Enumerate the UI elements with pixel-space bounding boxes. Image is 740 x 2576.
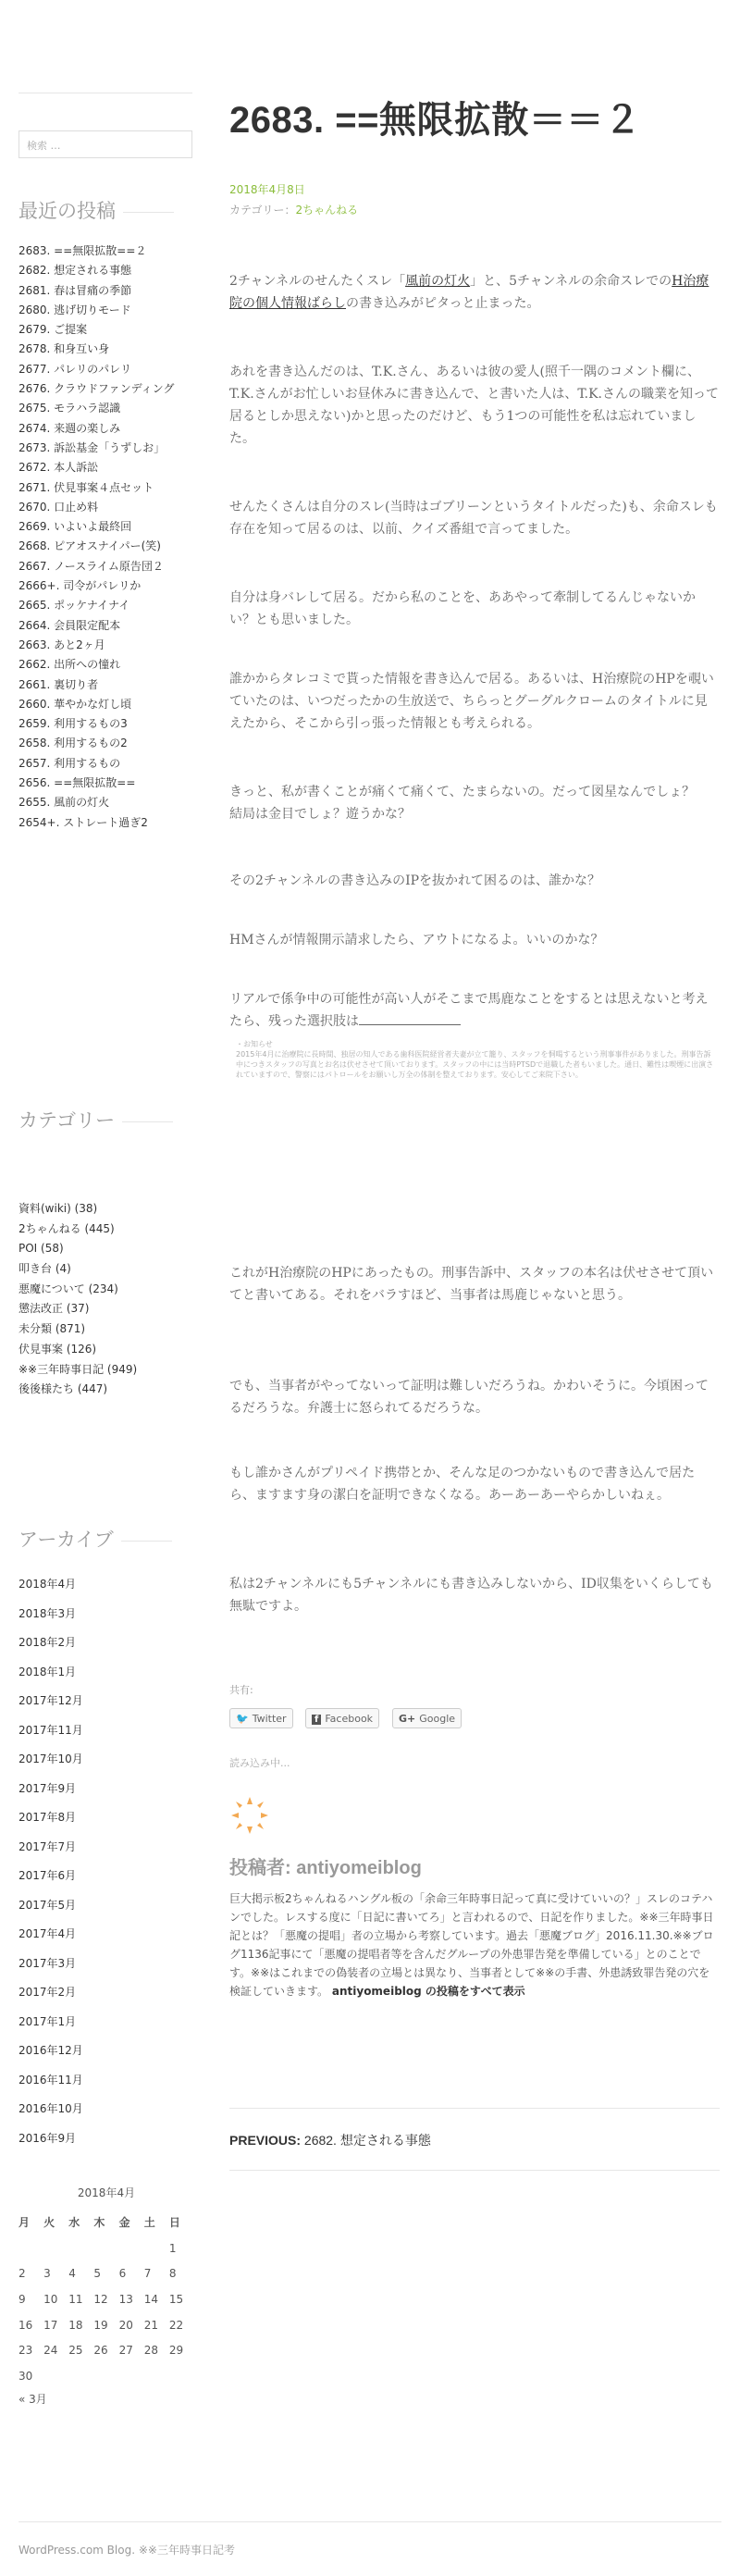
- archive-link[interactable]: 2016年12月: [18, 2044, 83, 2057]
- calendar-day: [18, 2235, 43, 2261]
- recent-post-link[interactable]: 2660. 華やかな灯し頃: [18, 697, 132, 711]
- post-paragraph: HMさんが情報開示請求したら、アウトになるよ。いいのかな？: [229, 933, 604, 947]
- archive-link[interactable]: 2017年11月: [18, 1723, 83, 1737]
- archive-link[interactable]: 2016年9月: [18, 2131, 77, 2145]
- category-link[interactable]: 2ちゃんねる (445): [18, 1221, 115, 1235]
- calendar-day: 15: [168, 2292, 184, 2306]
- likes-loading: 読み込み中...: [229, 1757, 290, 1769]
- post-paragraph: 私は2チャンネルにも5チャンネルにも書き込みしないから、ID収集をいくらしても無駄ですよ。: [229, 1577, 713, 1614]
- calendar-day: [119, 2235, 144, 2261]
- calendar-day: [144, 2235, 169, 2261]
- post-paragraph: 2チャンネルのせんたくスレ「風前の灯火」と、5チャンネルの余命スレでのH治療院の個人情報ばらしの書き込みがピタっと止まった。: [229, 274, 709, 311]
- author-avatar-icon: [229, 1795, 270, 1836]
- calendar-weekday: 日: [168, 2216, 180, 2230]
- recent-post-link[interactable]: 2662. 出所への憧れ: [18, 658, 121, 672]
- recent-post-link[interactable]: 2656. ==無限拡散==: [18, 776, 136, 790]
- archive-link[interactable]: 2016年10月: [18, 2102, 83, 2115]
- calendar-day: [93, 2363, 118, 2389]
- recent-posts-list: [18, 242, 174, 833]
- calendar-day: 19: [93, 2318, 108, 2332]
- recent-post-link[interactable]: 2654+. ストレート過ぎ2: [18, 815, 148, 829]
- archive-link[interactable]: 2017年10月: [18, 1752, 83, 1765]
- post-category: カテゴリー：2ちゃんねる: [229, 204, 359, 217]
- category-link[interactable]: 叩き台 (4): [18, 1262, 71, 1276]
- archive-link[interactable]: 2017年6月: [18, 1869, 77, 1882]
- archive-link[interactable]: 2018年1月: [18, 1665, 77, 1678]
- archive-link[interactable]: 2017年8月: [18, 1811, 77, 1824]
- recent-post-link[interactable]: 2657. 利用するもの: [18, 756, 121, 770]
- calendar-day: 10: [43, 2292, 58, 2306]
- facebook-icon: f: [312, 1715, 321, 1725]
- archives-list: [18, 1570, 83, 2153]
- footer-divider: [18, 2521, 722, 2522]
- archive-link[interactable]: 2017年5月: [18, 1898, 77, 1912]
- recent-post-link[interactable]: 2680. 逃げ切りモード: [18, 303, 131, 316]
- post-paragraph: あれを書き込んだのは、T.K.さん、あるいは彼の愛人(照千一隅のコメント欄に、T.K.さんがお忙しいお昼休みに書き込んで、と書いた人は、T.K.さんの職業を知って居るとしか思えない)かと思ったのだけど、もう1つの可能性を私は忘れていました。: [229, 365, 719, 446]
- recent-posts-title: 最近の投稿: [18, 196, 174, 224]
- calendar-prev-link[interactable]: « 3月: [18, 2392, 47, 2406]
- calendar-day: [144, 2363, 169, 2389]
- category-link[interactable]: 後後様たち (447): [18, 1382, 108, 1396]
- recent-post-link[interactable]: 2675. モラハラ認識: [18, 402, 121, 415]
- calendar-day: 7: [143, 2267, 152, 2281]
- previous-post-link[interactable]: PREVIOUS: 2682. 想定される事態: [229, 2133, 431, 2148]
- calendar-caption: 2018年4月: [77, 2186, 136, 2199]
- post-paragraph: せんたくさんは自分のスレ(当時はゴブリーンというタイトルだった)も、余命スレも存在を知って居るのは、以前、クイズ番組で言ってました。: [229, 500, 718, 537]
- recent-post-link[interactable]: 2655. 風前の灯火: [18, 796, 110, 810]
- calendar-day: 8: [168, 2267, 177, 2281]
- categories-list: [18, 1199, 137, 1400]
- recent-post-link[interactable]: 2670. 口止め料: [18, 500, 99, 514]
- recent-post-link[interactable]: 2666+. 司令がパレリか: [18, 579, 142, 593]
- recent-post-link[interactable]: 2679. ご提案: [18, 323, 88, 337]
- twitter-icon: 🐦: [236, 1713, 249, 1725]
- post-paragraph: もし誰かさんがプリペイド携帯とか、そんな足のつかないもので書き込んで居たら、ますます身の潔白を証明できなくなる。あーあーあーやらかしいねぇ。: [229, 1466, 696, 1503]
- recent-post-link[interactable]: 2683. ==無限拡散==２: [18, 244, 147, 257]
- archive-link[interactable]: 2017年4月: [18, 1927, 77, 1940]
- author-bio: 巨大掲示板2ちゃんねるハングル板の「余命三年時事日記って真に受けていいの？」スレのコテハンでした。レスする度に「日記に書いてろ」と言われるので、日記を作りました。※※三年時事日記とは？「悪魔の提唱」者の立場から考察しています。過去「悪魔ブログ」2016.11.30.※※ブログ1136記事にて「悪魔の提唱者等を含んだグループの外患罪告発を準備している」とのことです。※※はこれまでの偽装者の立場とは異なり、当事者として※※の手書、外患誘致罪告発の穴を検証していきます。 antiyomeiblog の投稿をすべて表示: [229, 1892, 714, 1998]
- archive-link[interactable]: 2017年2月: [18, 1986, 77, 1999]
- post-paragraph: 誰かからタレコミで貰った情報を書き込んで居る。あるいは、H治療院のHPを覗いていたのは、いつだったかの生放送で、ちらっとグーグルクロームのタイトルに見えたから、そこから引っ張った情報とも考えられる。: [229, 672, 714, 731]
- link-kazen[interactable]: 風前の灯火: [405, 274, 471, 289]
- calendar-day: 28: [143, 2344, 158, 2358]
- calendar-day: 13: [118, 2292, 133, 2306]
- calendar-day: 9: [18, 2292, 26, 2306]
- clinic-notice-image: [236, 1039, 717, 1080]
- notice-label: ・お知らせ: [236, 1040, 273, 1048]
- post-title: 2683. ==無限拡散＝＝２: [229, 100, 642, 141]
- recent-post-link[interactable]: 2669. いよいよ最終回: [18, 520, 132, 534]
- calendar-day: 24: [43, 2344, 58, 2358]
- calendar-weekday: 木: [93, 2216, 105, 2230]
- calendar-day: 3: [43, 2267, 51, 2281]
- categories-title: カテゴリー: [18, 1106, 173, 1133]
- calendar-day: 16: [18, 2318, 33, 2332]
- calendar-day: 29: [168, 2344, 184, 2358]
- calendar-day: 23: [18, 2344, 33, 2358]
- calendar-day: 12: [93, 2292, 108, 2306]
- calendar-weekday: 土: [143, 2216, 155, 2230]
- recent-post-link[interactable]: 2664. 会員限定配本: [18, 618, 121, 632]
- archive-link[interactable]: 2017年3月: [18, 1956, 77, 1970]
- author-name: 投稿者: antiyomeiblog: [229, 1858, 422, 1878]
- recent-post-link[interactable]: 2677. パレリのパレリ: [18, 362, 132, 376]
- calendar-day: 6: [118, 2267, 127, 2281]
- post-paragraph: リアルで係争中の可能性が高い人がそこまで馬鹿なことをするとは思えないと考えたら、残った選択肢は: [229, 992, 709, 1029]
- calendar-table: [18, 2210, 194, 2389]
- recent-post-link[interactable]: 2663. あと2ヶ月: [18, 638, 105, 651]
- recent-post-link[interactable]: 2676. クラウドファンディング: [18, 382, 175, 396]
- calendar-day: [93, 2235, 118, 2261]
- recent-post-link[interactable]: 2665. ポッケナイナイ: [18, 599, 130, 613]
- calendar-day: 27: [118, 2344, 133, 2358]
- share-label: 共有:: [229, 1684, 253, 1696]
- calendar-day: 17: [43, 2318, 58, 2332]
- calendar-day: 1: [168, 2241, 177, 2255]
- post-nav-divider: [229, 2108, 720, 2109]
- category-link[interactable]: ※※三年時事日記 (949): [18, 1362, 138, 1376]
- recent-post-link[interactable]: 2658. 利用するもの2: [18, 737, 128, 750]
- blank-underline: [359, 1011, 461, 1025]
- archive-link[interactable]: 2017年7月: [18, 1839, 77, 1853]
- calendar-day: 4: [68, 2267, 76, 2281]
- post-nav-divider: [229, 2170, 720, 2171]
- recent-post-link[interactable]: 2672. 本人訴訟: [18, 461, 99, 475]
- post-paragraph: でも、当事者がやってないって証明は難しいだろうね。かわいそうに。今頃困ってるだろうな。弁護士に怒られてるだろうな。: [229, 1379, 709, 1416]
- calendar-weekday: 水: [68, 2216, 80, 2230]
- recent-post-link[interactable]: 2673. 訴訟基金「うずしお」: [18, 440, 166, 454]
- calendar-weekday: 金: [118, 2216, 130, 2230]
- category-link[interactable]: 資料(wiki) (38): [18, 1202, 98, 1215]
- calendar-day: 2: [18, 2267, 26, 2281]
- share-twitter-button[interactable]: 🐦 Twitter: [229, 1708, 293, 1728]
- post-paragraph: その2チャンネルの書き込みのIPを抜かれて困るのは、誰かな？: [229, 873, 601, 888]
- archive-link[interactable]: 2016年11月: [18, 2073, 83, 2087]
- post-date[interactable]: 2018年4月8日: [229, 183, 305, 196]
- share-google-button[interactable]: G+ Google: [392, 1708, 462, 1728]
- category-link[interactable]: POI (58): [18, 1242, 64, 1256]
- archive-link[interactable]: 2018年2月: [18, 1636, 77, 1649]
- archive-link[interactable]: 2018年3月: [18, 1606, 77, 1620]
- archive-link[interactable]: 2017年1月: [18, 2014, 77, 2028]
- post-category-link[interactable]: 2ちゃんねる: [295, 204, 359, 217]
- recent-post-link[interactable]: 2671. 伏見事案４点セット: [18, 480, 154, 494]
- calendar-day: 5: [93, 2267, 102, 2281]
- link-h-clinic-info[interactable]: H治療院の個人情報ばらし: [229, 274, 709, 311]
- calendar-day: [43, 2363, 68, 2389]
- calendar-day: [169, 2363, 194, 2389]
- calendar-day: 25: [68, 2344, 83, 2358]
- recent-post-link[interactable]: 2674. 来週の楽しみ: [18, 421, 121, 435]
- search-input[interactable]: 検索 …: [18, 130, 192, 158]
- calendar-day: [43, 2235, 68, 2261]
- post-paragraph: きっと、私が書くことが痛くて痛くて、たまらないの。だって図星なんでしょ？ 結局は金目でしょ？遊うかな？: [229, 785, 709, 822]
- category-link[interactable]: 悪魔について (234): [18, 1282, 118, 1295]
- calendar-day: 11: [68, 2292, 83, 2306]
- calendar-day: [119, 2363, 144, 2389]
- archive-link[interactable]: 2017年12月: [18, 1694, 83, 1707]
- footer-credit[interactable]: WordPress.com Blog. ※※三年時事日記考: [18, 2544, 235, 2557]
- calendar-day: 20: [118, 2318, 133, 2332]
- calendar-day: 30: [18, 2369, 33, 2383]
- recent-post-link[interactable]: 2682. 想定される事態: [18, 264, 132, 278]
- category-link[interactable]: 懲法改正 (37): [18, 1302, 90, 1316]
- recent-post-link[interactable]: 2661. 裏切り者: [18, 677, 99, 691]
- archive-link[interactable]: 2018年4月: [18, 1578, 77, 1591]
- calendar-day: 14: [143, 2292, 158, 2306]
- category-link[interactable]: 未分類 (871): [18, 1322, 86, 1336]
- calendar-day: 18: [68, 2318, 83, 2332]
- post-paragraph: これがH治療院のHPにあったもの。刑事告訴中、スタッフの本名は伏せさせて頂いてと書いてある。それをバラすほど、当事者は馬鹿じゃないと思う。: [229, 1266, 714, 1303]
- calendar-day: 22: [168, 2318, 184, 2332]
- archive-link[interactable]: 2017年9月: [18, 1781, 77, 1795]
- share-facebook-button[interactable]: f Facebook: [305, 1708, 379, 1728]
- calendar-day: 21: [143, 2318, 158, 2332]
- calendar: [18, 2185, 194, 2407]
- calendar-weekday: 火: [43, 2216, 56, 2230]
- recent-post-link[interactable]: 2678. 和身互い身: [18, 342, 110, 356]
- recent-post-link[interactable]: 2681. 春は冒痛の季節: [18, 283, 132, 297]
- archives-title: アーカイブ: [18, 1525, 172, 1553]
- calendar-weekday: 月: [18, 2216, 31, 2230]
- notice-body: 2015年4月に治療院に長時間、独居の知人である歯科医院経営者夫妻が立て籠り、スタッフを恫喝するという刑事事件がありました。刑事告訴中につきスタッフの写真とお名は伏せさせて頂いております。スタッフの中には当時PTSDで退職した者もいました。通日、難性は喫煙に出演されていますので、警察にはパトロールをお願いし万全の体制を整えております。安心してご来院下さい。: [236, 1050, 714, 1079]
- google-plus-icon: G+: [399, 1713, 416, 1725]
- calendar-day: [68, 2235, 93, 2261]
- calendar-day: [68, 2363, 93, 2389]
- calendar-day: 26: [93, 2344, 108, 2358]
- category-link[interactable]: 伏見事案 (126): [18, 1342, 97, 1356]
- post-paragraph: 自分は身バレして居る。だから私のことを、ああやって牽制してるんじゃないかい？とも思いました。: [229, 590, 696, 627]
- recent-post-link[interactable]: 2659. 利用するもの3: [18, 717, 128, 731]
- author-posts-link[interactable]: antiyomeiblog の投稿をすべて表示: [331, 1985, 525, 1998]
- recent-post-link[interactable]: 2668. ピアオスナイパー(笑): [18, 539, 161, 553]
- recent-post-link[interactable]: 2667. ノースライム原告団２: [18, 559, 164, 573]
